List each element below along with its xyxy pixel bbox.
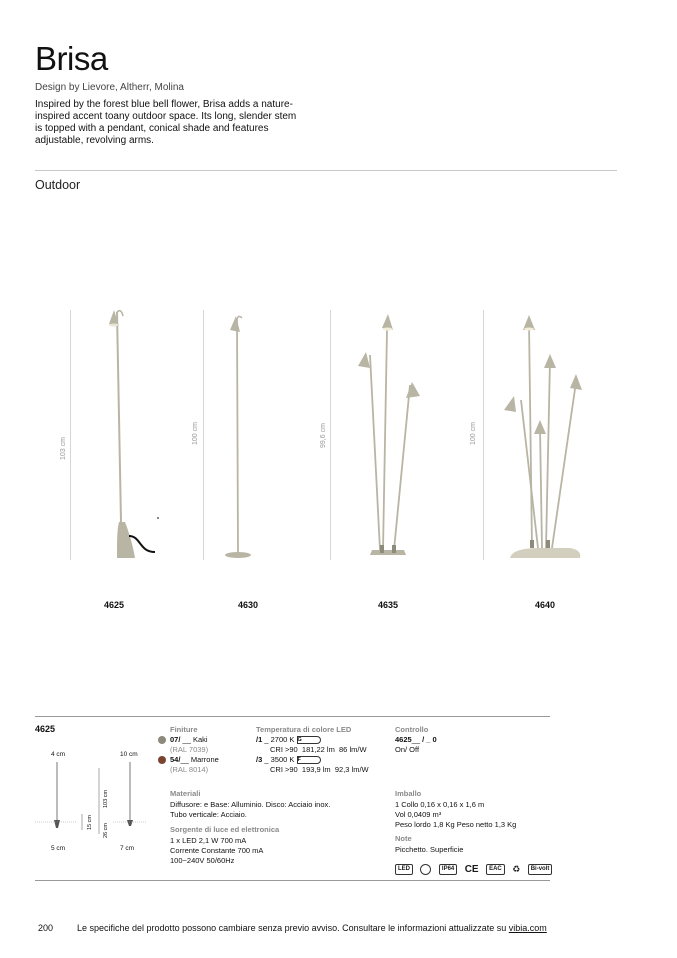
product-gallery <box>0 300 677 570</box>
finish-item: 54/__ Marrone (RAL 8014) <box>158 755 219 775</box>
lamp-4625-illustration <box>95 300 175 565</box>
color-temp-item: /1 _ 2700 K G CRI >90 181,22 lm 86 lm/W <box>256 735 367 754</box>
materials-header: Materiali <box>170 789 201 798</box>
footer-disclaimer: Le specifiche del prodotto possono cambiare senza previo avviso. Consultare le informazioni attualizzate su vibia.com <box>77 923 547 933</box>
product-code: 4640 <box>535 600 556 610</box>
recycle-icon: ♻ <box>512 864 521 875</box>
packaging-header: Imballo <box>395 789 422 798</box>
notes-text: Picchetto. Superficie <box>395 845 464 854</box>
eac-icon: EAC <box>486 864 505 875</box>
dimension-line <box>483 310 484 560</box>
lamp-4640-illustration <box>500 300 600 565</box>
page-title: Brisa <box>35 40 108 77</box>
ce-icon: CE <box>464 864 479 876</box>
color-temp-item: /3 _ 3500 K F CRI >90 193,9 lm 92,3 lm/W <box>256 755 369 774</box>
finishes-header: Finiture <box>170 725 198 734</box>
dimension-label: 100 cm <box>470 422 477 445</box>
dimension-label: 103 cm <box>60 437 67 460</box>
dim-bottom-right: 7 cm <box>120 845 135 852</box>
dim-top-right: 10 cm <box>120 751 138 758</box>
page-number: 200 <box>38 923 54 933</box>
control-value: 4625__ / _ 0 On/ Off <box>395 735 437 754</box>
lamp-4630-illustration <box>220 300 280 565</box>
packaging-text: 1 Collo 0,16 x 0,16 x 1,6 m Vol 0,0409 m³ Peso lordo 1,8 Kg Peso netto 1,3 Kg <box>395 800 517 829</box>
section-title: Outdoor <box>35 178 81 192</box>
energy-label-icon: G <box>297 736 321 744</box>
dimension-label: 99,6 cm <box>320 423 327 448</box>
led-icon: LED <box>395 864 413 875</box>
ip64-icon: IP64 <box>439 864 457 875</box>
certifications <box>395 861 555 879</box>
product-code: 4625 <box>104 600 125 610</box>
energy-label-icon: F <box>297 756 321 764</box>
dimension-label: 100 cm <box>192 422 199 445</box>
dimension-drawing <box>35 748 150 858</box>
spec-top-rule <box>35 716 550 717</box>
materials-text: Diffusore: e Base: Alluminio. Disco: Acciaio inox. Tubo verticale: Acciaio. <box>170 800 331 819</box>
lamp-4635-illustration <box>350 300 440 565</box>
dimension-line <box>330 310 331 560</box>
light-source-text: 1 x LED 2,1 W 700 mA Corrente Constante 700 mA 100~240V 50/60Hz <box>170 836 264 865</box>
divider <box>35 170 617 171</box>
dimension-line <box>70 310 71 560</box>
product-code: 4635 <box>378 600 399 610</box>
dimension-line <box>203 310 204 560</box>
spec-bottom-rule <box>35 880 550 881</box>
dim-spike: 15 cm <box>87 815 93 830</box>
finish-swatch-kaki <box>158 736 166 744</box>
designer-credit: Design by Lievore, Altherr, Molina <box>35 82 184 93</box>
product-description: Inspired by the forest blue bell flower, Brisa adds a nature-inspired accent toany outdoor space. Its long, slender stem is topped with a pendant, conical shade and features adjustable, revolving arms. <box>35 99 297 146</box>
dim-base: 26 cm <box>103 823 109 838</box>
bivolt-icon: Bi-volt <box>528 864 553 875</box>
product-code: 4630 <box>238 600 259 610</box>
finish-swatch-marrone <box>158 756 166 764</box>
dim-bottom-left: 5 cm <box>51 845 66 852</box>
dim-top-left: 4 cm <box>51 751 66 758</box>
spec-product-code: 4625 <box>35 724 56 734</box>
footer-link[interactable]: vibia.com <box>508 923 547 933</box>
light-source-header: Sorgente di luce ed elettronica <box>170 825 280 834</box>
finish-item: 07/ __ Kaki (RAL 7039) <box>158 735 208 755</box>
globe-icon <box>420 864 431 875</box>
color-temp-header: Temperatura di colore LED <box>256 725 352 734</box>
notes-header: Note <box>395 834 412 843</box>
control-header: Controllo <box>395 725 429 734</box>
dim-total: 103 cm <box>103 789 109 808</box>
